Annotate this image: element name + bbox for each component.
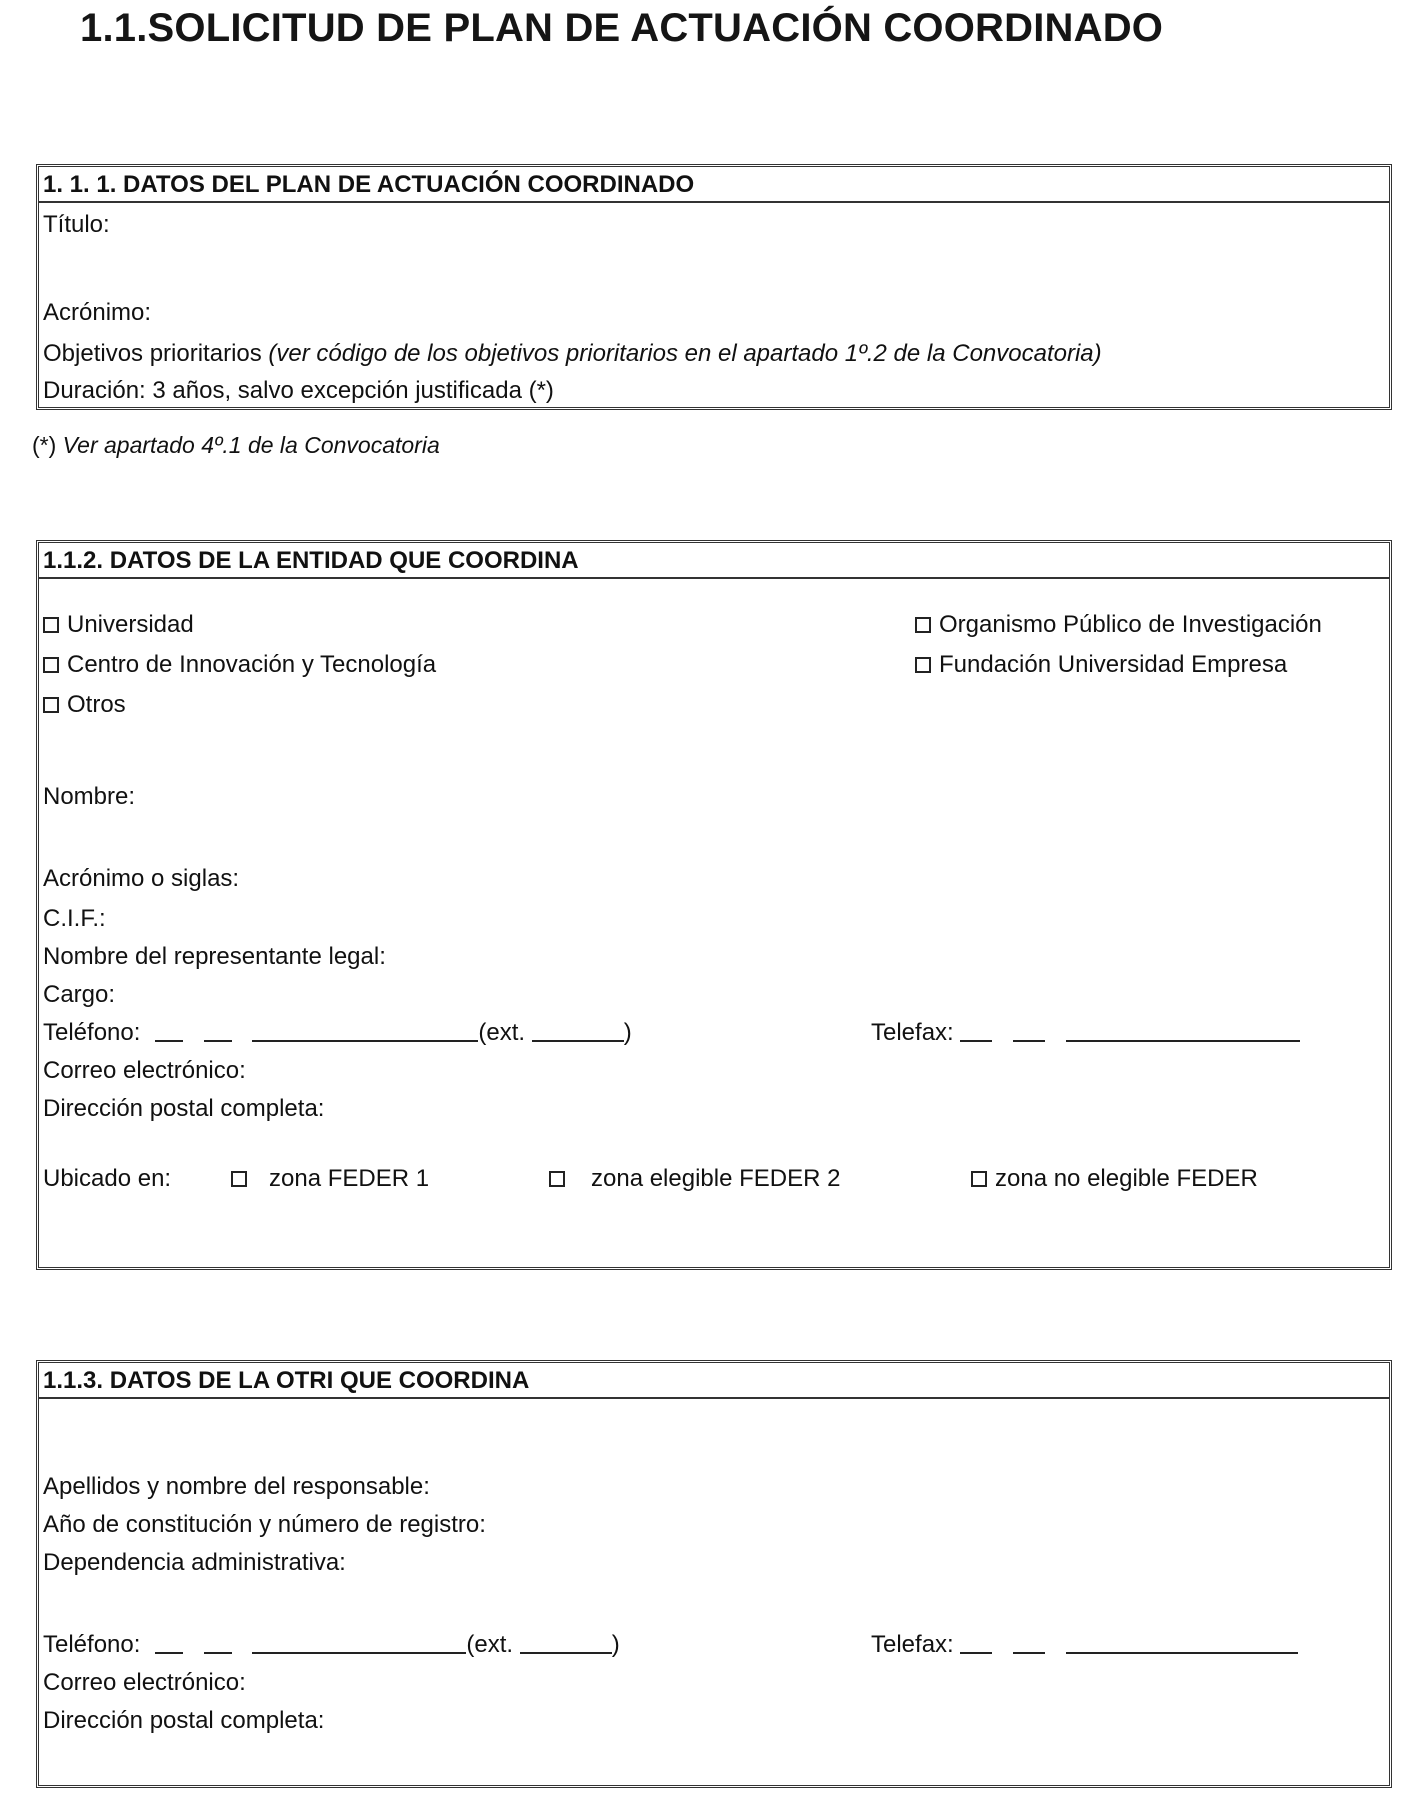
footnote-mark: (*) (32, 432, 57, 458)
direccion-label: Dirección postal completa: (43, 1707, 325, 1734)
page-title: 1.1.SOLICITUD DE PLAN DE ACTUACIÓN COORDINADO (80, 6, 1164, 50)
section-entity-data (36, 540, 1392, 1270)
acronimo-label: Acrónimo: (43, 299, 152, 326)
option-label: Otros (67, 691, 126, 718)
objetivos-line (43, 340, 1102, 368)
option-label: Centro de Innovación y Tecnología (67, 651, 437, 678)
footnote (32, 432, 440, 459)
option-organismo[interactable] (915, 611, 1322, 639)
anio-label: Año de constitución y número de registro: (43, 1511, 486, 1538)
footnote-text: Ver apartado 4º.1 de la Convocatoria (62, 432, 440, 458)
phone-area-field[interactable] (204, 1022, 232, 1042)
telefono-row (43, 1631, 620, 1659)
zona-feder-2-option[interactable] (549, 1165, 840, 1193)
fax-area-field[interactable] (1013, 1634, 1045, 1654)
titulo-label: Título: (43, 211, 110, 238)
checkbox-icon[interactable] (43, 697, 59, 713)
checkbox-icon[interactable] (549, 1171, 565, 1187)
option-centro[interactable] (43, 651, 436, 679)
fax-prefix-field[interactable] (960, 1634, 992, 1654)
ext-close: ) (623, 1019, 632, 1046)
nombre-label: Nombre: (43, 783, 136, 810)
dependencia-label: Dependencia administrativa: (43, 1549, 346, 1576)
option-label: zona elegible FEDER 2 (591, 1165, 841, 1192)
phone-number-field[interactable] (252, 1634, 466, 1654)
ext-label: (ext. (466, 1631, 514, 1658)
checkbox-icon[interactable] (971, 1171, 987, 1187)
section-plan-data (36, 164, 1392, 410)
checkbox-icon[interactable] (915, 657, 931, 673)
phone-prefix-field[interactable] (155, 1022, 183, 1042)
objetivos-label: Objetivos prioritarios (43, 340, 262, 367)
checkbox-icon[interactable] (43, 657, 59, 673)
correo-label: Correo electrónico: (43, 1057, 246, 1084)
ubicado-label: Ubicado en: (43, 1165, 172, 1192)
section-heading: 1.1.2. DATOS DE LA ENTIDAD QUE COORDINA (39, 543, 1389, 579)
acronimo-label: Acrónimo o siglas: (43, 865, 240, 892)
correo-label: Correo electrónico: (43, 1669, 246, 1696)
ext-close: ) (611, 1631, 620, 1658)
phone-prefix-field[interactable] (155, 1634, 183, 1654)
ext-field[interactable] (532, 1022, 624, 1042)
option-label: zona no elegible FEDER (995, 1165, 1258, 1192)
zona-no-elegible-option[interactable] (971, 1165, 1258, 1193)
telefax-label: Telefax: (871, 1019, 954, 1046)
option-fundacion[interactable] (915, 651, 1287, 679)
ext-label: (ext. (478, 1019, 526, 1046)
fax-prefix-field[interactable] (960, 1022, 992, 1042)
option-label: Organismo Público de Investigación (939, 611, 1322, 638)
phone-area-field[interactable] (204, 1634, 232, 1654)
telefax-row (871, 1631, 1298, 1659)
section-otri-data (36, 1360, 1392, 1788)
cif-label: C.I.F.: (43, 905, 106, 932)
option-label: Universidad (67, 611, 194, 638)
objetivos-note: (ver código de los objetivos prioritarios en el apartado 1º.2 de la Convocatoria) (268, 340, 1102, 367)
ext-field[interactable] (520, 1634, 612, 1654)
representante-label: Nombre del representante legal: (43, 943, 386, 970)
section-heading: 1.1.3. DATOS DE LA OTRI QUE COORDINA (39, 1363, 1389, 1399)
checkbox-icon[interactable] (231, 1171, 247, 1187)
checkbox-icon[interactable] (43, 617, 59, 633)
section-heading: 1. 1. 1. DATOS DEL PLAN DE ACTUACIÓN COORDINADO (39, 167, 1389, 203)
cargo-label: Cargo: (43, 981, 116, 1008)
telefono-row (43, 1019, 632, 1047)
option-label: zona FEDER 1 (269, 1165, 430, 1192)
telefono-label: Teléfono: (43, 1631, 141, 1658)
fax-number-field[interactable] (1066, 1634, 1298, 1654)
option-universidad[interactable] (43, 611, 194, 639)
fax-number-field[interactable] (1066, 1022, 1300, 1042)
direccion-label: Dirección postal completa: (43, 1095, 325, 1122)
checkbox-icon[interactable] (915, 617, 931, 633)
phone-number-field[interactable] (252, 1022, 478, 1042)
telefax-row (871, 1019, 1300, 1047)
option-otros[interactable] (43, 691, 126, 719)
fax-area-field[interactable] (1013, 1022, 1045, 1042)
telefax-label: Telefax: (871, 1631, 954, 1658)
responsable-label: Apellidos y nombre del responsable: (43, 1473, 430, 1500)
zona-feder-1-option[interactable] (231, 1165, 429, 1193)
duracion-label: Duración: 3 años, salvo excepción justificada (*) (43, 377, 554, 404)
telefono-label: Teléfono: (43, 1019, 141, 1046)
option-label: Fundación Universidad Empresa (939, 651, 1288, 678)
